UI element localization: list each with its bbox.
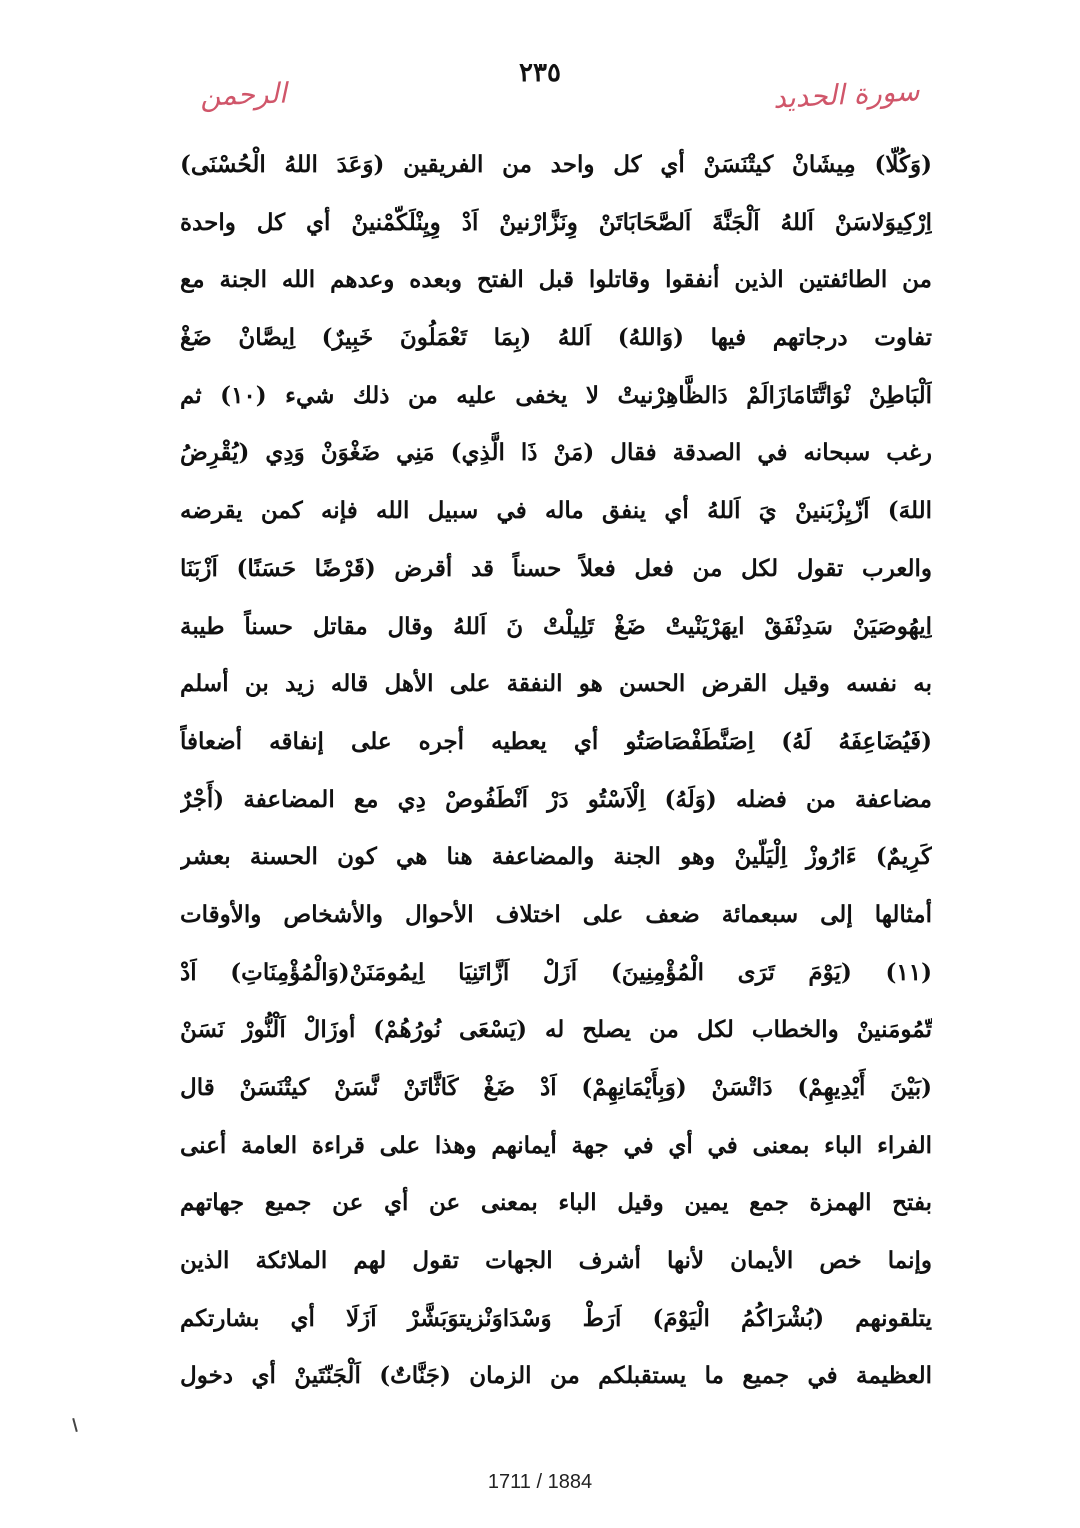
text-line: اِرْكِيوَلاسَنْ اَللهُ اَلْجَنَّةَ اَلصَّحَابَاتَنْ وِنَزَّارْنينْ اَدْ وِيِنْلَكّمْنينْ أي كل واحدة <box>180 208 932 236</box>
text-line: (فَيُضَاعِفَهُ لَهُ) اِصَنَّطَفْصَاصَتُو أي يعطيه أجره على إنفاقه أضعافاً <box>180 727 932 755</box>
text-line: (١١) (يَوْمَ تَرَى الْمُؤْمِنِينَ) اَزَلْ اَزَّاتَنِيَا اِيمُومَنَنْ(وَالْمُؤْمِنَاتِ) اَدْ <box>180 958 932 986</box>
text-line: (وَكُلّا) مِيشَانْ كيتْنَسَنْ أي كل واحد من الفريقين (وَعَدَ اللهُ الْحُسْنَى) <box>180 151 932 178</box>
text-line: مضاعفة من فضله (وَلَهُ) اِلْاَسْتُو دَرْ اَنْطَفُوصْ دِي مع المضاعفة (أَجْرٌ <box>180 785 932 813</box>
text-line: بفتح الهمزة جمع يمين وقيل الباء بمعنى عن أي عن جميع جهاتهم <box>180 1189 932 1217</box>
text-line: العظيمة في جميع ما يستقبلكم من الزمان (جَنَّاتٌ) اَلْجَنّتَينْ أي دخول <box>180 1362 932 1390</box>
handwritten-note-surah: سورة الحديد <box>772 74 921 115</box>
handwritten-note-left: الرحمن <box>199 76 288 113</box>
text-line: الفراء الباء بمعنى في أي في جهة أيمانهم وهذا على قراءة العامة أعنى <box>180 1131 932 1159</box>
page-number: ٢٣٥ <box>519 58 561 88</box>
pagination-indicator: 1711 / 1884 <box>487 1471 593 1493</box>
text-line: اللهَ) اَزّيِزْبَنينْ يَ اَللهُ أي ينفق ماله في سبيل الله فإنه كمن يقرضه <box>180 497 932 525</box>
text-line: من الطائفتين الذين أنفقوا وقاتلوا قبل الفتح وبعده وعدهم الله الجنة مع <box>180 266 932 294</box>
text-line: تّمُومَنينْ والخطاب لكل من يصلح له (يَسْعَى نُورُهُمْ) أوزَالْ اَلْنُّورْ نَسَنْ <box>180 1016 932 1044</box>
text-line: يتلقونهم (بُشْرَاكُمُ الْيَوْمَ) اَرَطْ وَسْدَاوَنْزيتوَبَشَّرْ اَزَلَا أي بشارتكم <box>180 1304 932 1332</box>
margin-mark <box>72 1418 78 1432</box>
text-line: أمثالها إلى سبعمائة ضعف على اختلاف الأحوال والأشخاص والأوقات <box>180 900 932 928</box>
text-line: وإنما خص الأيمان لأنها أشرف الجهات تقول لهم الملائكة الذين <box>180 1247 932 1275</box>
text-line: (بَيْنَ أَيْدِيهِمْ) دَاتْسَنْ (وَبِأَيْمَانِهِمْ) اَدْ ضَغْ كَاثَّاتَنْ نَّسَنْ كيتْنَسَنْ قال <box>180 1074 932 1101</box>
text-line: تفاوت درجاتهم فيها (وَاللهُ) اَللهُ (بِمَا تَعْمَلُونَ خَبِيرٌ) اِيصَّانْ ضَغْ <box>180 324 932 352</box>
text-line: اَلْبَاطِنْ نْوَاتَّتَامَازَالَمْ دَالظَّاهِرْنيتْ لا يخفى عليه من ذلك شيء (١٠) ثم <box>180 381 932 409</box>
body-text <box>180 136 932 1405</box>
text-line: والعرب تقول لكل من فعل فعلاً حسناً قد أقرض (قَرْضًا حَسَنًا) اَزْبَنَا <box>180 554 932 582</box>
text-line: كَرِيمٌ) ءَارُوزْ اِلْيَلّينْ وهو الجنة والمضاعفة هنا هي كون الحسنة بعشر <box>180 843 932 871</box>
text-line: رغب سبحانه في الصدقة فقال (مَنْ ذَا الَّذِي) مَنِي ضَغْوَنْ وَدِي (يُقْرِضُ <box>180 439 932 467</box>
text-line: اِيهُوصَيَنْ سَدِنْفَقْ ايهَرْيَنْيتْ ضَغْ تَلِيلْتْ نَ اَللهُ وقال مقاتل حسناً طيبة <box>180 612 932 640</box>
text-line: به نفسه وقيل القرض الحسن هو النفقة على الأهل قاله زيد بن أسلم <box>180 670 932 698</box>
